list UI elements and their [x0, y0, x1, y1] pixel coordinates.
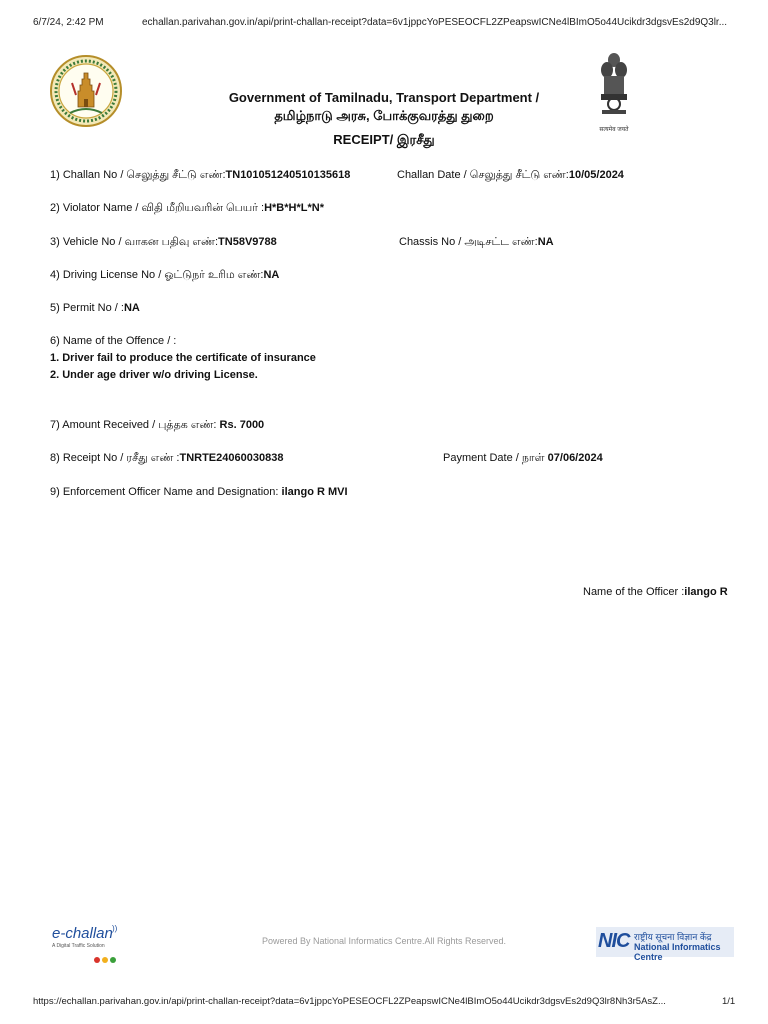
permit-label: 5) Permit No / :	[50, 302, 124, 314]
offence-item: 2. Under age driver w/o driving License.	[50, 369, 258, 381]
receipt-heading: RECEIPT/ இரசீது	[333, 132, 435, 147]
chassis-row	[399, 236, 554, 250]
signature-value: ilango R	[684, 586, 728, 598]
print-page-number: 1/1	[722, 996, 736, 1007]
amount-value: Rs. 7000	[219, 419, 265, 431]
receipt-label: 8) Receipt No / ரசீது எண் :	[50, 452, 180, 464]
emblem-caption: सत्यमेव जयते	[599, 127, 629, 133]
payment-date-value: 07/06/2024	[547, 452, 603, 464]
nic-hindi: राष्ट्रीय सूचना विज्ञान केंद्र	[634, 932, 712, 942]
challan-date-label: Challan Date / செலுத்து சீட்டு எண்:	[397, 169, 569, 181]
page-title-english: Government of Tamilnadu, Transport Department /	[228, 90, 540, 105]
challan-no-value: TN101051240510135618	[225, 169, 351, 181]
amount-label: 7) Amount Received / புத்தக எண்:	[50, 419, 220, 431]
officer-label: 9) Enforcement Officer Name and Designation:	[50, 486, 282, 498]
chassis-value: NA	[537, 236, 554, 248]
vehicle-value: TN58V9788	[218, 236, 277, 248]
vehicle-row	[50, 236, 277, 250]
offence-item: 1. Driver fail to produce the certificate of insurance	[50, 352, 316, 364]
license-value: NA	[263, 269, 280, 281]
payment-date-row	[443, 452, 603, 466]
permit-value: NA	[123, 302, 140, 314]
permit-row	[50, 302, 140, 314]
receipt-row	[50, 452, 283, 466]
wifi-icon: ))	[112, 924, 118, 933]
powered-by-text: Powered By National Informatics Centre.All Rights Reserved.	[261, 936, 507, 946]
echallan-brand: e-challan	[52, 925, 113, 942]
amount-row	[50, 419, 264, 433]
nic-logo	[596, 927, 734, 962]
offence-label: 6) Name of the Offence / :	[50, 335, 177, 347]
vehicle-label: 3) Vehicle No / வாகன பதிவு எண்:	[50, 236, 219, 248]
signature-row	[583, 586, 728, 598]
traffic-light-icon	[94, 950, 116, 968]
challan-date-row	[397, 169, 624, 183]
violator-row	[50, 202, 324, 216]
chassis-label: Chassis No / அடிசட்ட எண்:	[399, 236, 538, 248]
print-footer-url: https://echallan.parivahan.gov.in/api/print-challan-receipt?data=6v1jppcYoPESEOCFL2ZPeapswICNe4lBImO5o44Ucikdr3dgsvEs2d9Q3lr8Nh3r5AsZ...	[33, 996, 666, 1007]
receipt-value: TNRTE24060030838	[179, 452, 284, 464]
violator-label: 2) Violator Name / விதி மீறியவரின் பெயர் :	[50, 202, 265, 214]
license-label: 4) Driving License No / ஓட்டுநர் உரிம எண்:	[50, 269, 264, 281]
license-row	[50, 269, 279, 283]
challan-no-row	[50, 169, 350, 183]
page-title-tamil: தமிழ்நாடு அரசு, போக்குவரத்து துறை	[274, 108, 494, 123]
challan-date-value: 10/05/2024	[568, 169, 624, 181]
print-datetime: 6/7/24, 2:42 PM	[33, 17, 104, 28]
officer-row	[50, 486, 348, 498]
nic-english: National Informatics Centre	[634, 942, 721, 962]
print-url: echallan.parivahan.gov.in/api/print-challan-receipt?data=6v1jppcYoPESEOCFL2ZPeapswICNe4lBImO5o44Ucikdr3dgsvEs2d9Q3lr...	[142, 17, 728, 28]
signature-label: Name of the Officer :	[583, 586, 685, 598]
echallan-tagline: A Digital Traffic Solution	[52, 943, 105, 949]
officer-value: ilango R MVI	[281, 486, 348, 498]
payment-date-label: Payment Date / நாள்	[443, 452, 548, 464]
nic-short: NIC	[598, 930, 630, 952]
violator-value: H*B*H*L*N*	[264, 202, 324, 214]
challan-no-label: 1) Challan No / செலுத்து சீட்டு எண்:	[50, 169, 226, 181]
